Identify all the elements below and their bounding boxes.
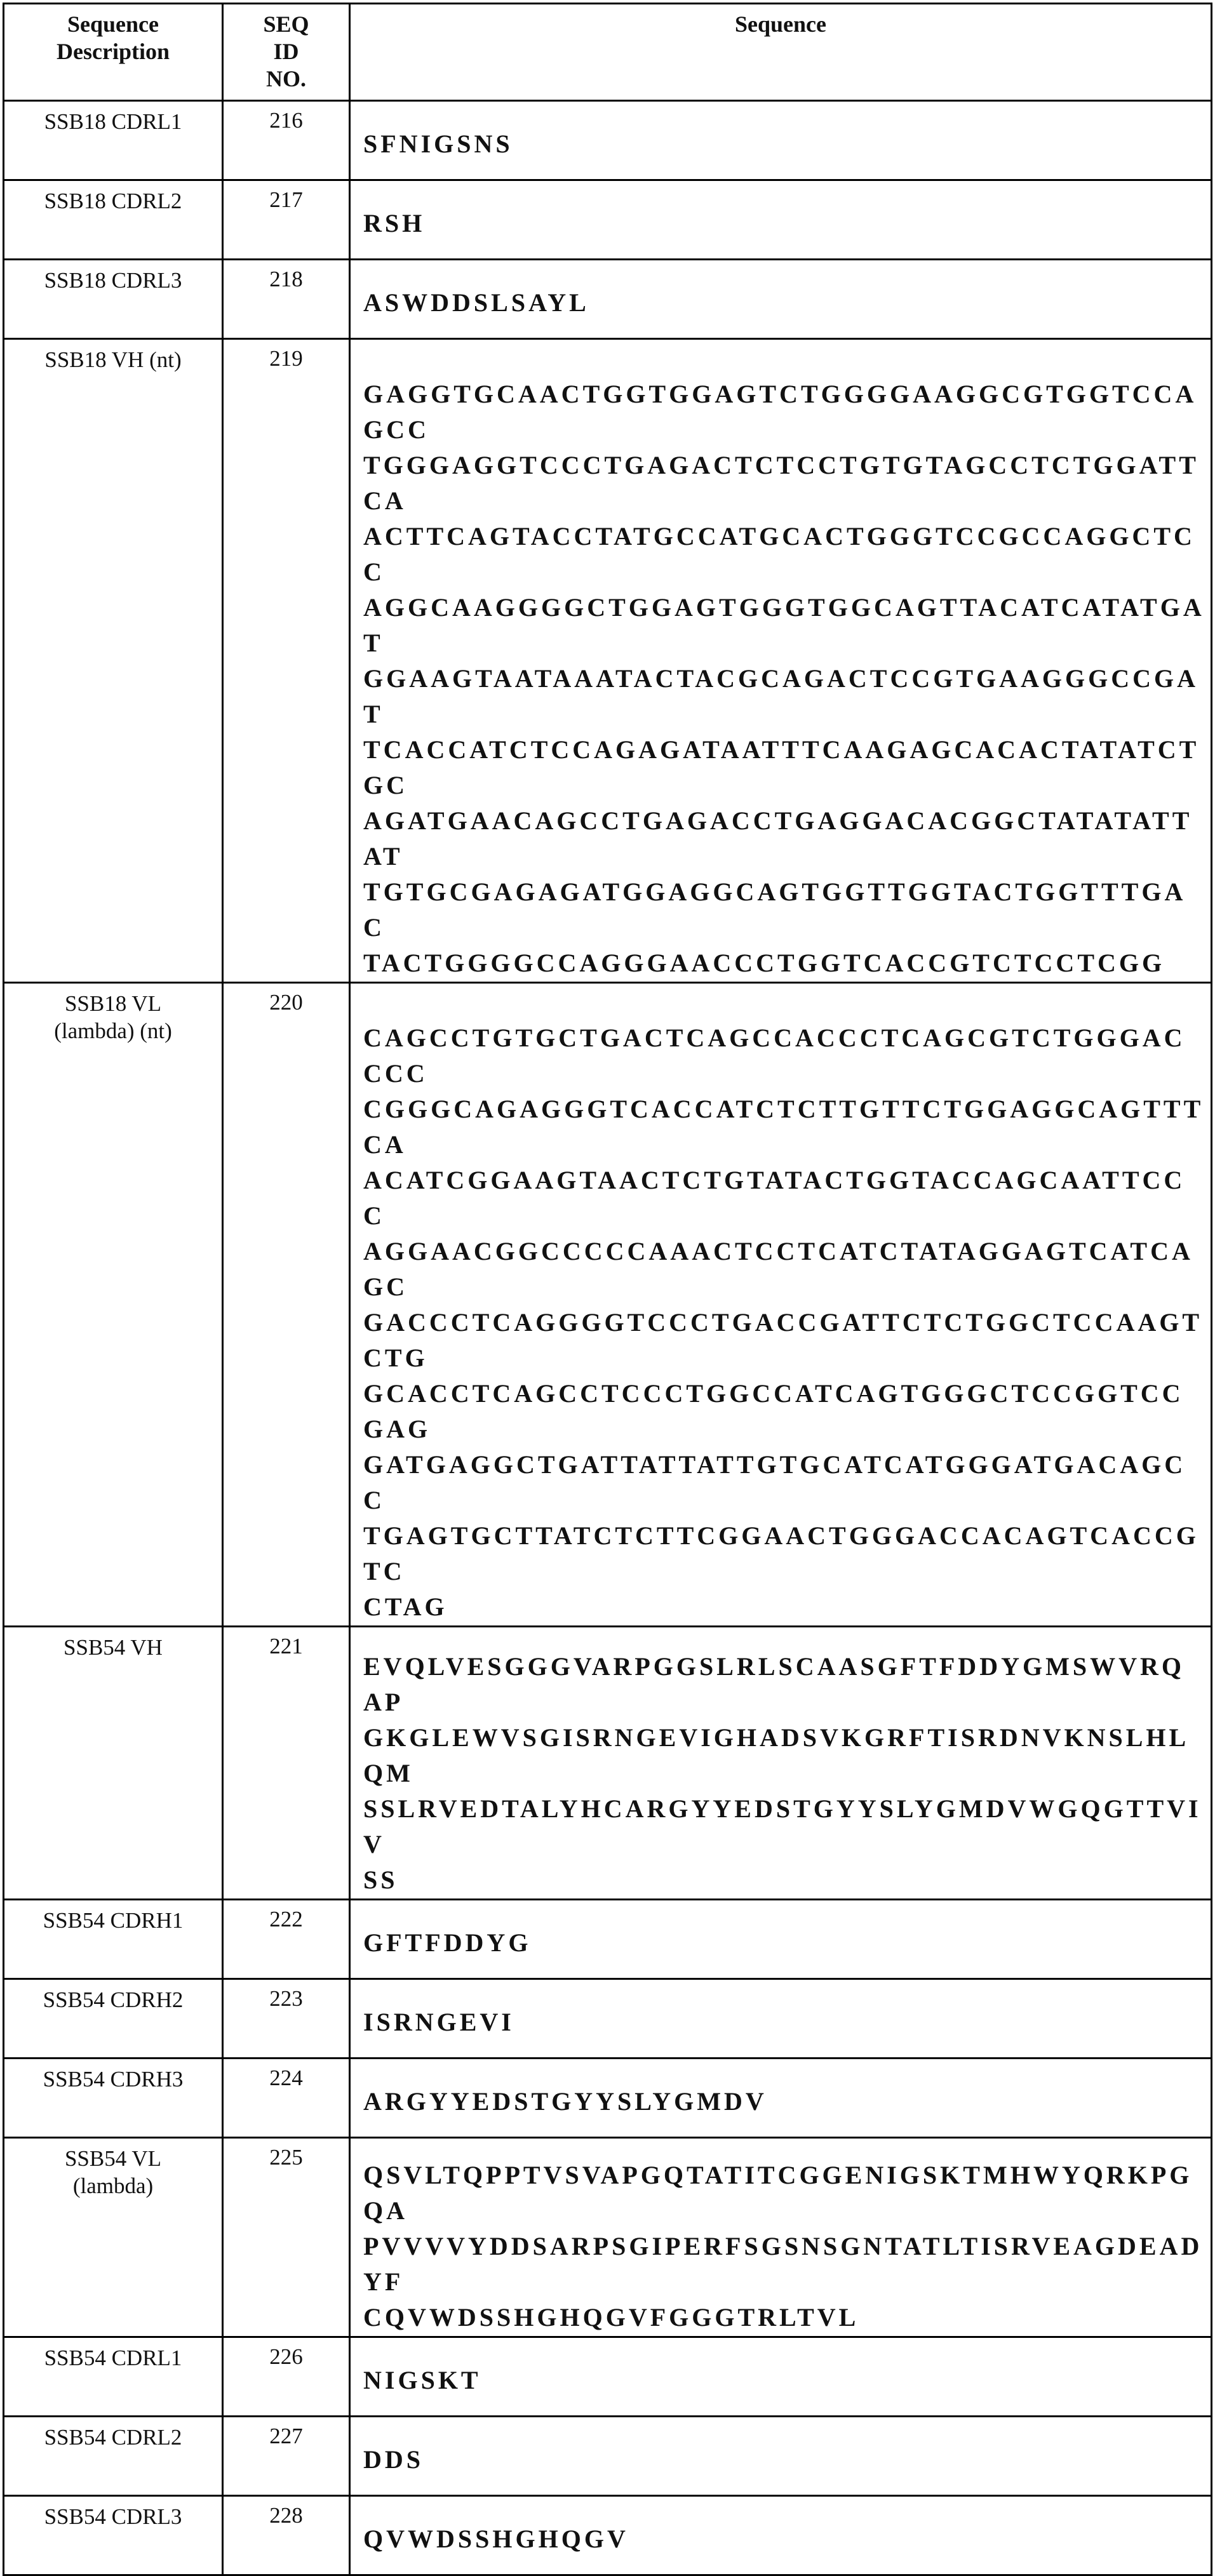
seq-id-cell: 218 <box>223 259 350 338</box>
description-cell: SSB54 CDRH3 <box>4 2058 223 2137</box>
table-row <box>4 259 1212 338</box>
table-row <box>4 2137 1212 2337</box>
seq-id-cell: 216 <box>223 100 350 180</box>
sequence-cell: QVWDSSHGHQGV <box>350 2495 1212 2575</box>
description-cell: SSB54 CDRL3 <box>4 2495 223 2575</box>
description-cell: SSB18 CDRL3 <box>4 259 223 338</box>
table-row <box>4 2337 1212 2416</box>
description-cell: SSB54 VH <box>4 1626 223 1899</box>
table-row <box>4 982 1212 1626</box>
table-row <box>4 2058 1212 2137</box>
seq-id-cell: 217 <box>223 180 350 259</box>
table-row <box>4 100 1212 180</box>
table-row <box>4 1899 1212 1979</box>
header-sequence: Sequence <box>350 4 1212 101</box>
description-cell: SSB18 CDRL1 <box>4 100 223 180</box>
table-row <box>4 2495 1212 2575</box>
sequence-cell: NIGSKT <box>350 2337 1212 2416</box>
table-header-row <box>4 4 1212 101</box>
sequence-table <box>3 3 1212 2576</box>
sequence-cell: SFNIGSNS <box>350 100 1212 180</box>
seq-id-cell: 220 <box>223 982 350 1626</box>
seq-id-cell: 221 <box>223 1626 350 1899</box>
table-row <box>4 1979 1212 2058</box>
table-row <box>4 2416 1212 2495</box>
description-cell: SSB18 VL (lambda) (nt) <box>4 982 223 1626</box>
description-cell: SSB54 CDRL1 <box>4 2337 223 2416</box>
table-row <box>4 1626 1212 1899</box>
description-cell: SSB18 CDRL2 <box>4 180 223 259</box>
seq-id-cell: 223 <box>223 1979 350 2058</box>
table-row <box>4 338 1212 982</box>
sequence-cell: ASWDDSLSAYL <box>350 259 1212 338</box>
sequence-cell: ARGYYEDSTGYYSLYGMDV <box>350 2058 1212 2137</box>
document-page <box>3 3 1212 2576</box>
table-row <box>4 180 1212 259</box>
seq-id-cell: 228 <box>223 2495 350 2575</box>
sequence-cell: QSVLTQPPTVSVAPGQTATITCGGENIGSKTMHWYQRKPGQA PVVVVYDDSARPSGIPERFSGSNSGNTATLTISRVEAGDEADYF CQVWDSSHGHQGVFGGGTRLTVL <box>350 2137 1212 2337</box>
sequence-cell: GAGGTGCAACTGGTGGAGTCTGGGGAAGGCGTGGTCCAGCC TGGGAGGTCCCTGAGACTCTCCTGTGTAGCCTCTGGATTCA ACTTCAGTACCTATGCCATGCACTGGGTCCGCCAGGCTCC AGGCAAGGGGCTGGAGTGGGTGGCAGTTACATCATATGAT GGAAGTAATAAATACTACGCAGACTCCGTGAAGGGCCGAT TCACCATCTCCAGAGATAATTTCAAGAGCACACTATATCTGC AGATGAACAGCCTGAGACCTGAGGACACGGCTATATATTAT TGTGCGAGAGATGGAGGCAGTGGTTGGTACTGGTTTGAC TACTGGGGCCAGGGAACCCTGGTCACCGTCTCCTCGG <box>350 338 1212 982</box>
header-sequence-description: Sequence Description <box>4 4 223 101</box>
description-cell: SSB54 CDRH2 <box>4 1979 223 2058</box>
description-cell: SSB54 CDRH1 <box>4 1899 223 1979</box>
sequence-cell: GFTFDDYG <box>350 1899 1212 1979</box>
description-cell: SSB54 CDRL2 <box>4 2416 223 2495</box>
sequence-cell: ISRNGEVI <box>350 1979 1212 2058</box>
seq-id-cell: 219 <box>223 338 350 982</box>
seq-id-cell: 224 <box>223 2058 350 2137</box>
header-seq-id-no: SEQ ID NO. <box>223 4 350 101</box>
seq-id-cell: 227 <box>223 2416 350 2495</box>
sequence-cell: CAGCCTGTGCTGACTCAGCCACCCTCAGCGTCTGGGACCCC CGGGCAGAGGGTCACCATCTCTTGTTCTGGAGGCAGTTTCA ACATCGGAAGTAACTCTGTATACTGGTACCAGCAATTCCC AGGAACGGCCCCCAAACTCCTCATCTATAGGAGTCATCAGC GACCCTCAGGGGTCCCTGACCGATTCTCTGGCTCCAAGTCTG GCACCTCAGCCTCCCTGGCCATCAGTGGGCTCCGGTCCGAG GATGAGGCTGATTATTATTGTGCATCATGGGATGACAGCC TGAGTGCTTATCTCTTCGGAACTGGGACCACAGTCACCGTC CTAG <box>350 982 1212 1626</box>
description-cell: SSB18 VH (nt) <box>4 338 223 982</box>
description-cell: SSB54 VL (lambda) <box>4 2137 223 2337</box>
seq-id-cell: 226 <box>223 2337 350 2416</box>
sequence-cell: RSH <box>350 180 1212 259</box>
sequence-cell: DDS <box>350 2416 1212 2495</box>
sequence-cell: EVQLVESGGGVARPGGSLRLSCAASGFTFDDYGMSWVRQAP GKGLEWVSGISRNGEVIGHADSVKGRFTISRDNVKNSLHLQM SSLRVEDTALYHCARGYYEDSTGYYSLYGMDVWGQGTTVIV SS <box>350 1626 1212 1899</box>
seq-id-cell: 225 <box>223 2137 350 2337</box>
seq-id-cell: 222 <box>223 1899 350 1979</box>
